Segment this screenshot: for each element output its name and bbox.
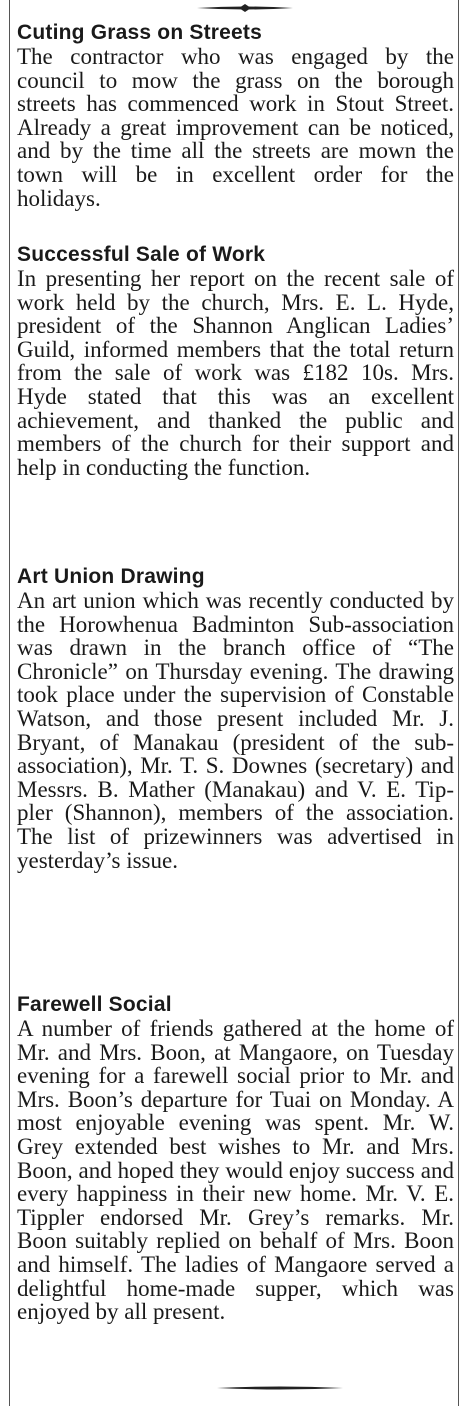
bottom-dash-ornament	[215, 1384, 345, 1392]
article-body: A number of friends gathered at the home of Mr. and Mrs. Boon, at Mangaore, on Tuesday evening for a farewell social prior to Mr. and Mrs. Boon’s departure for Tuai on Monday. A most enjoyable evening was spent. Mr. W. Grey extended best wishes to Mr. and Mrs. Boon, and hoped they would enjoy success and every happiness in their new home. Mr. V. E. Tippler endorsed Mr. Grey’s remarks. Mr. Boon suitably replied on behalf of Mrs. Boon and himself. The ladies of Mangaore served a delightful home-made supper, which was enjoyed by all present.	[17, 1016, 454, 1325]
article-art-union	[17, 565, 454, 993]
article-headline: Farewell Social	[17, 993, 172, 1016]
article-headline: Successful Sale of Work	[17, 243, 266, 266]
article-body: An art union which was recently conducted by the Horowhenua Badminton Sub-association was drawn in the branch office of “The Chronicle” on Thursday evening. The drawing took place under the supervision of Constable Watson, and those present included Mr. J. Bryant, of Manakau (president of the sub-association), Mr. T. S. Downes (secretary) and Messrs. B. Mather (Manakau) and V. E. Tippler (Shannon), members of the association. The list of prizewinners was advertised in yesterday’s issue.	[17, 588, 454, 873]
top-dash-ornament	[195, 4, 295, 12]
article-body: In presenting her report on the recent sale of work held by the church, Mrs. E. L. Hyde, president of the Shannon Anglican Ladies’ Guild, informed members that the total return from the sale of work was £182 10s. Mrs. Hyde stated that this was an excellent achievement, and thanked the public and members of the church for their support and help in conducting the function.	[17, 266, 454, 480]
article-sale-of-work	[17, 243, 454, 565]
article-farewell-social	[17, 993, 454, 1391]
article-grass	[17, 21, 454, 243]
article-body: The contractor who was engaged by the council to mow the grass on the borough streets has commenced work in Stout Street. Already a great improvement can be noticed, and by the time all the streets are mown the town will be in excellent order for the holidays.	[17, 44, 454, 211]
right-column-rule	[458, 0, 459, 1406]
article-headline: Art Union Drawing	[17, 565, 205, 588]
left-column-rule	[9, 0, 10, 1406]
article-headline: Cuting Grass on Streets	[17, 21, 262, 44]
news-column	[17, 21, 454, 1391]
